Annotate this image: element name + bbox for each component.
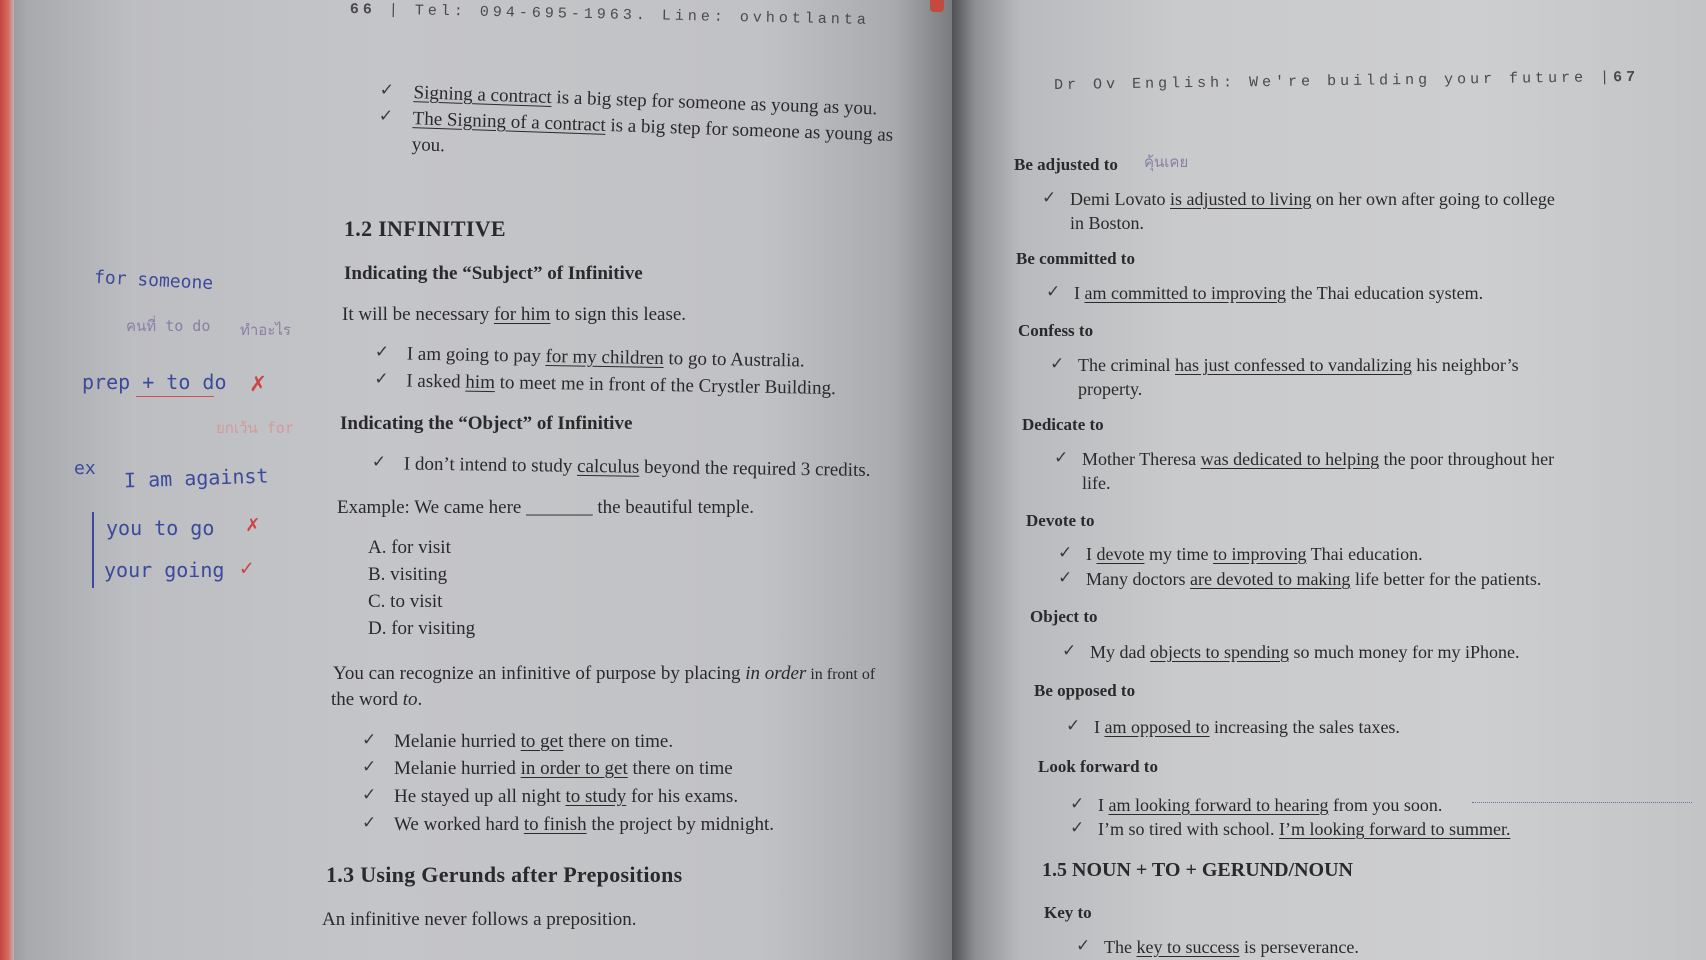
- handwritten-thai-note: ทำอะไร: [240, 321, 291, 339]
- purpose-text-line1: You can recognize an infinitive of purpose by placing in order in front of: [333, 663, 876, 684]
- check-icon: ✓: [379, 80, 395, 101]
- handwritten-ex-label: ex: [74, 458, 96, 479]
- handwritten-bracket: [92, 512, 94, 588]
- handwritten-underline: [136, 396, 214, 397]
- example-line: Demi Lovato is adjusted to living on her own after going to college: [1070, 189, 1555, 209]
- example-line: The key to success is perseverance.: [1104, 937, 1359, 957]
- phrase-heading: Dedicate to: [1022, 415, 1104, 434]
- subject-heading: Indicating the “Subject” of Infinitive: [344, 263, 643, 284]
- example-continuation: life.: [1082, 473, 1111, 493]
- handwritten-rule: prep + to do: [82, 370, 227, 394]
- handwritten-note: your going: [104, 558, 225, 582]
- left-page-header: 66 | Tel: 094-695-1963. Line: ovhotlanta: [349, 1, 871, 29]
- page-number: 67: [1613, 68, 1640, 87]
- example-line: Mother Theresa was dedicated to helping the poor throughout her: [1082, 449, 1555, 469]
- check-icon: ✓: [362, 785, 377, 805]
- phrase-heading: Be committed to: [1016, 249, 1135, 268]
- example-line: Signing a contract is a big step for someone as young as you.: [413, 82, 878, 120]
- purpose-text-line2: the word to.: [331, 689, 423, 710]
- check-icon: ✓: [1070, 794, 1085, 814]
- handwritten-note: for someone: [93, 266, 214, 295]
- example-line: I am looking forward to hearing from you soon.: [1098, 795, 1443, 815]
- contact-info: Tel: 094-695-1963. Line: ovhotlanta: [414, 2, 871, 29]
- example-line: I am going to pay for my children to go to Australia.: [406, 343, 805, 372]
- option-c: C. to visit: [368, 591, 443, 612]
- check-icon: ✓: [371, 452, 387, 473]
- example-line: Melanie hurried in order to get there on time: [394, 758, 733, 779]
- handwritten-check-icon: ✓: [240, 556, 254, 581]
- phrase-heading: Be opposed to: [1034, 681, 1136, 700]
- check-icon: ✓: [374, 342, 390, 363]
- check-icon: ✓: [1054, 448, 1069, 468]
- example-line: The criminal has just confessed to vandalizing his neighbor’s: [1078, 355, 1519, 375]
- example-continuation: property.: [1078, 379, 1143, 399]
- section-text: An infinitive never follows a preposition.: [322, 909, 637, 930]
- example-line: I’m so tired with school. I’m looking forward to summer.: [1098, 819, 1511, 839]
- example-line: I am committed to improving the Thai education system.: [1074, 283, 1484, 303]
- subject-sentence: It will be necessary for him to sign this lease.: [342, 304, 687, 325]
- handwritten-scribble: [1472, 794, 1692, 803]
- example-line: Melanie hurried to get there on time.: [394, 731, 674, 752]
- cross-mark-icon: ✗: [250, 368, 266, 398]
- phrase-heading: Devote to: [1026, 511, 1095, 530]
- bookmark-tab: [930, 0, 944, 12]
- example-line: He stayed up all night to study for his exams.: [394, 786, 739, 807]
- section-title: 1.3 Using Gerunds after Prepositions: [326, 862, 683, 887]
- handwritten-note: you to go: [106, 516, 215, 540]
- option-d: D. for visiting: [368, 618, 476, 639]
- phrase-heading: Be adjusted to: [1014, 155, 1118, 174]
- exercise-question: Example: We came here _______ the beautiful temple.: [337, 497, 755, 518]
- right-page-header: Dr Ov English: We're building your future |67: [1053, 68, 1640, 94]
- phrase-heading: Look forward to: [1038, 757, 1158, 776]
- check-icon: ✓: [378, 105, 394, 127]
- example-continuation: you.: [411, 134, 446, 157]
- object-heading: Indicating the “Object” of Infinitive: [340, 413, 633, 434]
- check-icon: ✓: [362, 730, 377, 750]
- section-title: 1.5 NOUN + TO + GERUND/NOUN: [1042, 859, 1353, 881]
- check-icon: ✓: [374, 368, 389, 390]
- example-line: The Signing of a contract is a big step for someone as young as: [412, 108, 894, 146]
- check-icon: ✓: [1058, 543, 1073, 563]
- cross-mark-icon: ✗: [246, 512, 260, 537]
- example-line: Many doctors are devoted to making life better for the patients.: [1086, 569, 1542, 589]
- phrase-heading: Object to: [1030, 607, 1098, 626]
- example-continuation: in Boston.: [1070, 213, 1145, 233]
- check-icon: ✓: [1058, 568, 1073, 588]
- handwritten-thai-note: ยกเว้น for: [216, 419, 294, 437]
- check-icon: ✓: [1076, 936, 1091, 956]
- check-icon: ✓: [362, 757, 377, 777]
- section-title: 1.2 INFINITIVE: [344, 216, 506, 241]
- check-icon: ✓: [1070, 818, 1085, 838]
- check-icon: ✓: [1046, 282, 1061, 302]
- check-icon: ✓: [1066, 716, 1081, 736]
- example-line: We worked hard to finish the project by midnight.: [394, 814, 774, 835]
- example-line: I devote my time to improving Thai education.: [1086, 544, 1423, 564]
- page-number: 66: [349, 1, 377, 19]
- right-page: [952, 0, 1706, 960]
- example-line: I don’t intend to study calculus beyond the required 3 credits.: [403, 453, 871, 481]
- phrase-heading: Key to: [1044, 903, 1092, 922]
- option-b: B. visiting: [368, 564, 448, 585]
- handwritten-thai-note: คุ้นเคย: [1144, 153, 1189, 171]
- phrase-heading: Confess to: [1018, 321, 1094, 340]
- handwritten-note: I am against: [123, 463, 269, 493]
- check-icon: ✓: [362, 813, 377, 833]
- check-icon: ✓: [1062, 641, 1077, 661]
- option-a: A. for visit: [368, 537, 451, 558]
- book-title: Dr Ov English: We're building your future: [1053, 69, 1588, 94]
- book-cover-edge: [0, 0, 14, 960]
- example-line: I am opposed to increasing the sales taxes.: [1094, 717, 1400, 737]
- example-line: I asked him to meet me in front of the Crystler Building.: [406, 370, 836, 400]
- check-icon: ✓: [1042, 188, 1057, 208]
- handwritten-thai-note: คนที่ to do: [126, 317, 211, 335]
- check-icon: ✓: [1050, 354, 1065, 374]
- example-line: My dad objects to spending so much money for my iPhone.: [1090, 642, 1520, 662]
